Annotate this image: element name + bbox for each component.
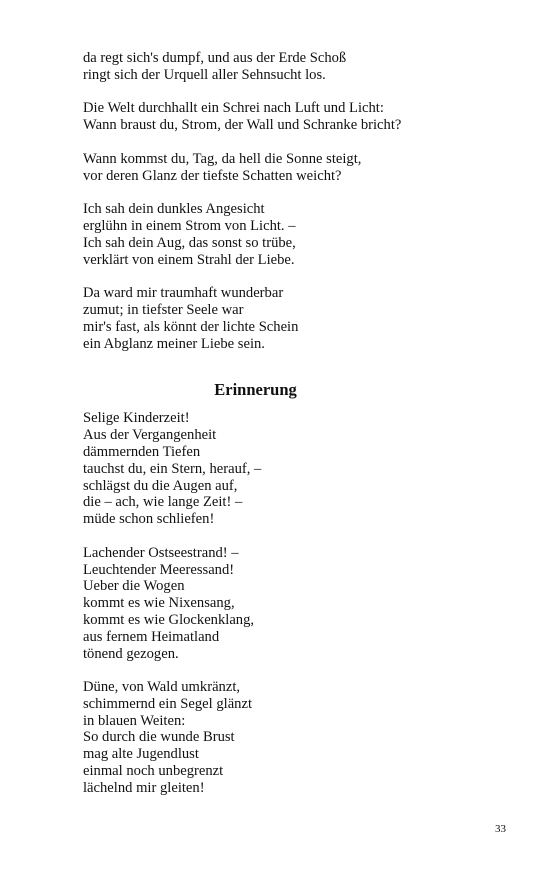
poem-line: tauchst du, ein Stern, herauf, – [83,460,262,477]
poem-line: So durch die wunde Brust [83,729,235,746]
stanza [83,201,483,268]
poem-line: Ueber die Wogen [83,578,185,595]
poem-line: Da ward mir traumhaft wunderbar [83,285,284,302]
poem-line: erglühn in einem Strom von Licht. – [83,217,296,234]
page-number: 33 [495,823,506,835]
poem-line: Lachender Ostseestrand! – [83,544,239,561]
poem-line: müde schon schliefen! [83,511,215,528]
stanza [83,151,483,185]
poem-line: Wann braust du, Strom, der Wall und Schranke bricht? [83,117,402,134]
poem-line: Düne, von Wald umkränzt, [83,679,241,696]
poem-line: kommt es wie Nixensang, [83,595,235,612]
poem-line: Aus der Vergangenheit [83,427,217,444]
poem-line: die – ach, wie lange Zeit! – [83,494,243,511]
poem-line: ringt sich der Urquell aller Sehnsucht los. [83,66,326,83]
stanza [83,285,483,352]
stanza [83,50,483,84]
stanza [83,679,483,797]
poem-line: Die Welt durchhallt ein Schrei nach Luft und Licht: [83,100,384,117]
poem-line: Leuchtender Meeressand! [83,561,235,578]
poem-title: Erinnerung [214,380,297,400]
poem-line: einmal noch unbegrenzt [83,763,224,780]
poem-line: in blauen Weiten: [83,712,186,729]
stanza [83,100,483,134]
poem-continued [83,50,483,352]
poem-line: Ich sah dein Aug, das sonst so trübe, [83,234,296,251]
poem-erinnerung [83,410,483,796]
poem-line: schlägst du die Augen auf, [83,477,238,494]
poem-line: mag alte Jugendlust [83,746,199,763]
stanza [83,545,483,663]
poem-line: da regt sich's dumpf, und aus der Erde Schoß [83,50,347,66]
poem-line: mir's fast, als könnt der lichte Schein [83,318,299,335]
text-block [83,50,483,797]
poem-line: aus fernem Heimatland [83,628,220,645]
poem-line: Wann kommst du, Tag, da hell die Sonne steigt, [83,150,362,167]
poem-line: schimmernd ein Segel glänzt [83,695,252,712]
poem-line: ein Abglanz meiner Liebe sein. [83,335,265,352]
poem-line: Ich sah dein dunkles Angesicht [83,201,265,218]
poem-line: verklärt von einem Strahl der Liebe. [83,251,295,268]
poem-line: lächelnd mir gleiten! [83,779,205,796]
poem-line: kommt es wie Glockenklang, [83,611,255,628]
poem-line: vor deren Glanz der tiefste Schatten weicht? [83,167,342,184]
poem-line: zumut; in tiefster Seele war [83,301,244,318]
stanza [83,410,483,528]
poem-line: dämmernden Tiefen [83,443,201,460]
poem-line: Selige Kinderzeit! [83,410,190,427]
poem-line: tönend gezogen. [83,645,179,662]
